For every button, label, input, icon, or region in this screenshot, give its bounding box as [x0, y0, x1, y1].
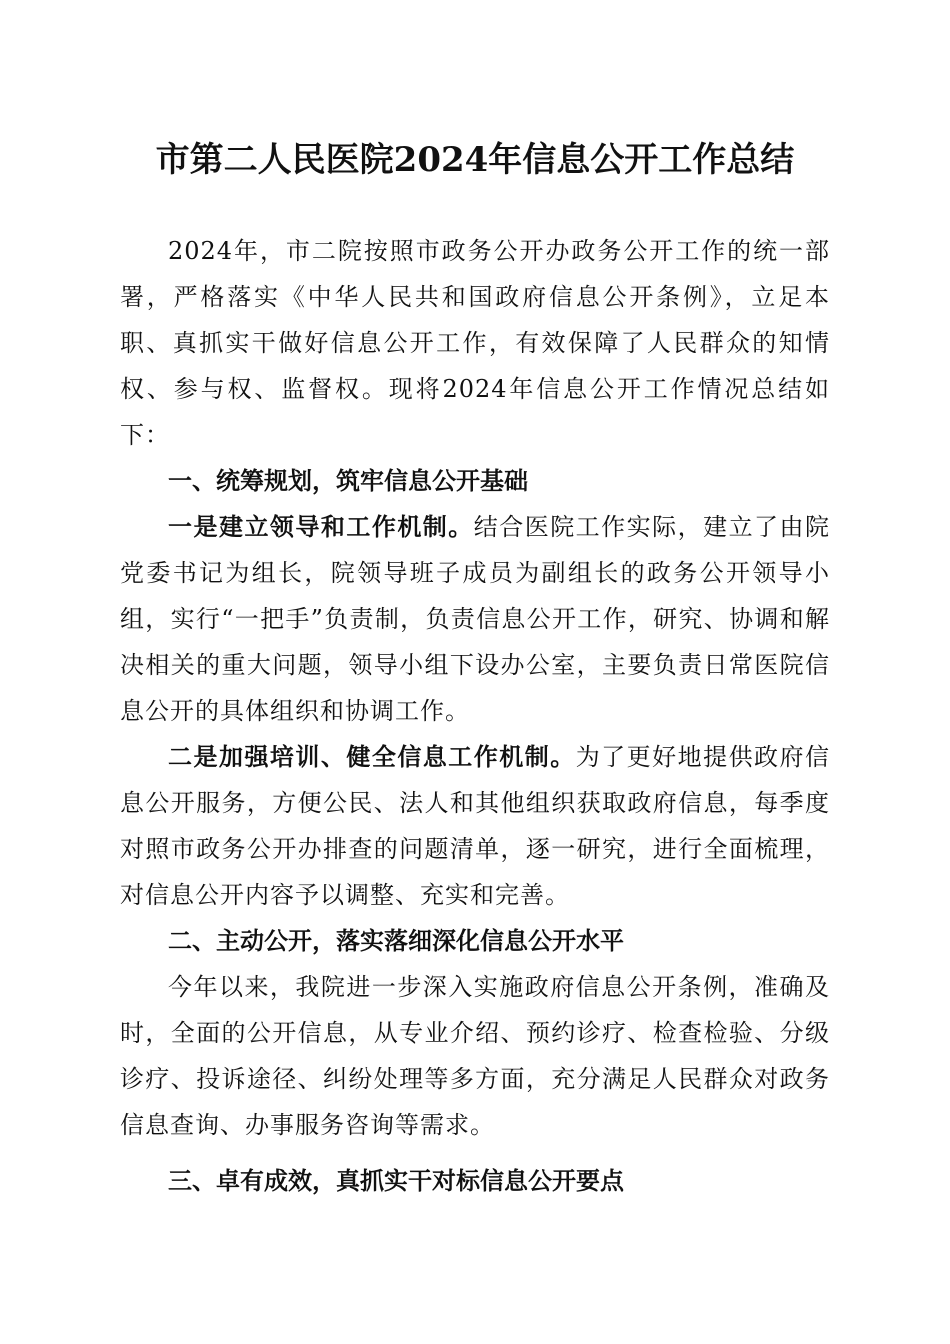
intro-paragraph: 2024年，市二院按照市政务公开办政务公开工作的统一部署，严格落实《中华人民共和国政府信息公开条例》，立足本职、真抓实干做好信息公开工作，有效保障了人民群众的知情权、参与权、监督权。现将2024年信息公开工作情况总结如下：	[120, 237, 830, 449]
section-1-paragraph-2	[120, 734, 830, 918]
section-1-paragraph-1-lead: 一是建立领导和工作机制。	[168, 512, 474, 541]
section-1-paragraph-1	[120, 504, 830, 734]
section-1-heading: 一、统筹规划，筑牢信息公开基础	[168, 467, 528, 495]
document-title: 市第二人民医院2024年信息公开工作总结	[155, 140, 795, 180]
document-body	[120, 228, 830, 1204]
section-1-paragraph-1-text: 结合医院工作实际，建立了由院党委书记为组长，院领导班子成员为副组长的政务公开领导小组，实行“一把手”负责制，负责信息公开工作，研究、协调和解决相关的重大问题，领导小组下设办公室，主要负责日常医院信息公开的具体组织和协调工作。	[120, 513, 831, 725]
section-2-paragraph-1: 今年以来，我院进一步深入实施政府信息公开条例，准确及时，全面的公开信息，从专业介绍、预约诊疗、检查检验、分级诊疗、投诉途径、纠纷处理等多方面，充分满足人民群众对政务信息查询、办事服务咨询等需求。	[120, 973, 830, 1139]
section-2-heading: 二、主动公开，落实落细深化信息公开水平	[168, 927, 624, 955]
section-1-paragraph-2-lead: 二是加强培训、健全信息工作机制。	[168, 742, 576, 771]
section-1-paragraph-2-text: 为了更好地提供政府信息公开服务，方便公民、法人和其他组织获取政府信息，每季度对照市政务公开办排查的问题清单，逐一研究，进行全面梳理，对信息公开内容予以调整、充实和完善。	[120, 743, 831, 909]
section-3-heading: 三、卓有成效，真抓实干对标信息公开要点	[168, 1167, 624, 1195]
